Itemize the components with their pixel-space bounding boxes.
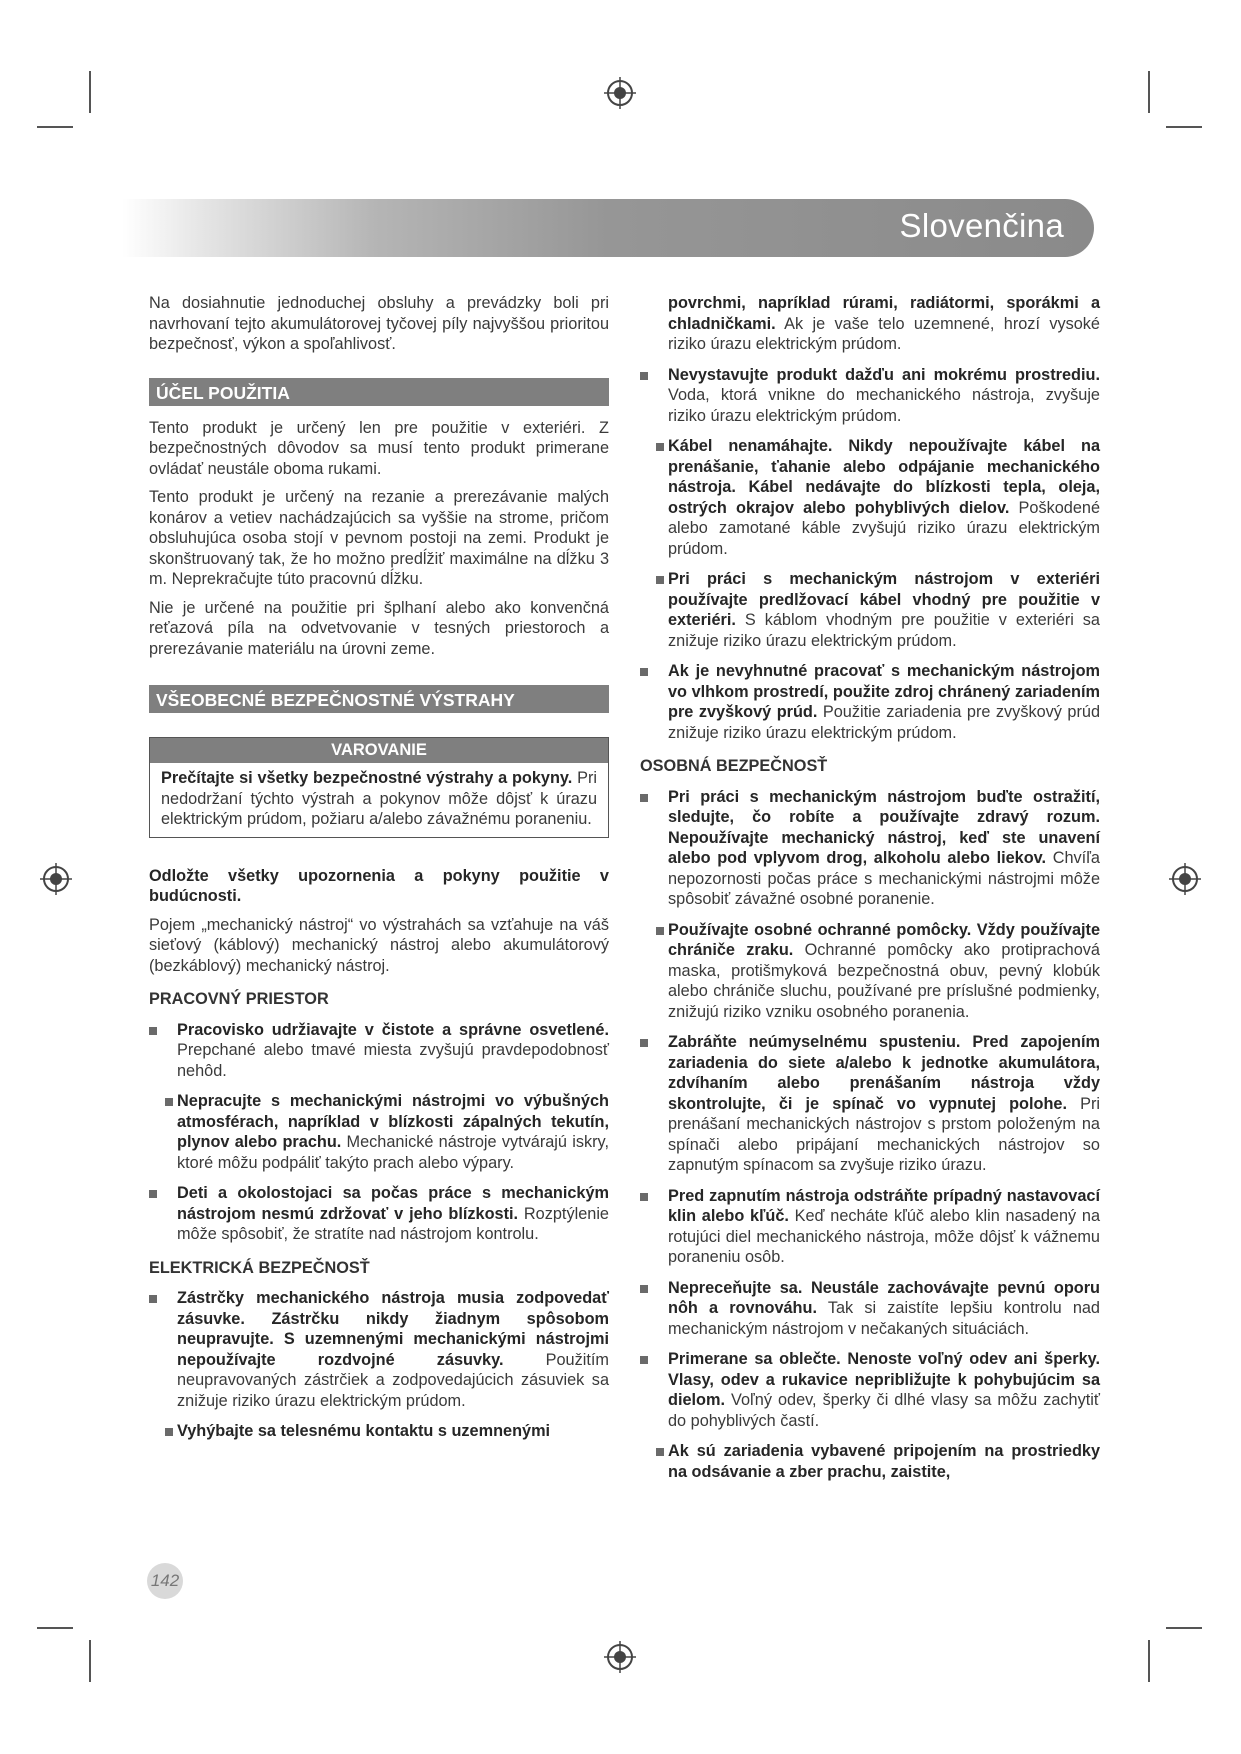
bullet-square-icon: [149, 1027, 157, 1035]
bullet-bold: Pri práci s mechanickým nástrojom buďte ostražití, sledujte, čo robíte a používajte zdravý rozum. Nepoužívajte mechanický nástroj, keď ste unavení alebo pod vplyvom drog, alkoholu alebo liekov.: [668, 787, 1100, 867]
bullet-bold: Nevystavujte produkt dažďu ani mokrému prostrediu.: [668, 365, 1100, 384]
bullet-item: [640, 436, 1100, 559]
bullet-bold: Primerane sa oblečte. Nenoste voľný odev ani šperky. Vlasy, odev a rukavice nepribližujte k pohybujúcim sa dielom.: [668, 1350, 1100, 1409]
keep-instructions: [149, 866, 609, 907]
bullet-item: [149, 1020, 609, 1082]
bullet-bold: Nepracujte s mechanickými nástrojmi vo výbušných atmosférach, napríklad v blízkosti zápalných tekutín, plynov alebo prachu.: [177, 1092, 609, 1151]
bullet-item: [640, 1032, 1100, 1176]
bullet-square-icon: [656, 443, 664, 451]
bullet-text: Ak je vaše telo uzemnené, hrozí vysoké riziko úrazu elektrickým prúdom.: [668, 314, 1100, 353]
bullet-text: Použitie zariadenia pre zvyškový prúd znižuje riziko úrazu elektrickým prúdom.: [668, 703, 1100, 742]
registration-mark-icon: [603, 1640, 637, 1674]
bullet-square-icon: [165, 1428, 173, 1436]
bullet-square-icon: [149, 1295, 157, 1303]
paragraph: Tento produkt je určený len pre použitie v exteriéri. Z bezpečnostných dôvodov sa musí tento produkt primerane ovládať neustále oboma rukami.: [149, 418, 609, 478]
bullet-text: Voda, ktorá vnikne do mechanického nástroja, zvyšuje riziko úrazu elektrickým prúdom.: [668, 386, 1100, 425]
crop-mark: [1166, 1627, 1202, 1629]
subheading-electrical-safety: ELEKTRICKÁ BEZPEČNOSŤ: [149, 1258, 370, 1277]
bullet-item: [640, 1278, 1100, 1340]
bullet-text: Pri prenášaní mechanických nástrojov s prstom položeným na spínači alebo pripájaní mechanických nástrojov so zapnutým spínacom sa zvyšuje riziko úrazu.: [668, 1094, 1101, 1174]
bullet-square-icon: [640, 1356, 648, 1364]
bullet-bold: Používajte osobné ochranné pomôcky. Vždy používajte chrániče zraku.: [668, 920, 1100, 959]
paragraph: Nie je určené na použitie pri šplhaní alebo ako konvenčná reťazová píla na odvetvovanie v tesných priestoroch a prerezávanie materiálu na úrovni zeme.: [149, 598, 609, 658]
subheading-work-area: PRACOVNÝ PRIESTOR: [149, 990, 329, 1008]
bullet-bold: Pred zapnutím nástroja odstráňte prípadný nastavovací klin alebo kľúč.: [668, 1186, 1100, 1225]
bullet-item: [640, 787, 1100, 910]
crop-mark: [1148, 1640, 1150, 1682]
bullet-item: [149, 1091, 609, 1173]
bullet-item: [640, 1441, 1100, 1482]
crop-mark: [37, 126, 73, 128]
bullet-bold: Deti a okolostojaci sa počas práce s mechanickým nástrojom nesmú zdržovať v jeho blízkosti.: [177, 1184, 609, 1223]
bullet-bold: Kábel nenamáhajte. Nikdy nepoužívajte kábel na prenášanie, ťahanie alebo odpájanie mechanického nástroja. Kábel nedávajte do blízkosti tepla, oleja, ostrých okrajov alebo pohyblivých dielov.: [668, 437, 1100, 517]
bullet-text: Chvíľa nepozornosti počas práce s mechanickými nástrojmi môže spôsobiť závažné osobné poranenie.: [668, 849, 1100, 908]
keep-instructions-text: Odložte všetky upozornenia a pokyny použitie v budúcnosti.: [149, 866, 609, 905]
bullet-square-icon: [640, 794, 648, 802]
bullet-square-icon: [640, 1039, 648, 1047]
bullet-item: [640, 1186, 1100, 1268]
crop-mark: [37, 1627, 73, 1629]
bullet-square-icon: [165, 1098, 173, 1106]
bullet-text: Voľný odev, šperky či dlhé vlasy sa môžu zachytiť do pohyblivých častí.: [668, 1391, 1100, 1430]
bullet-bold: Vyhýbajte sa telesnému kontaktu s uzemnenými: [177, 1422, 551, 1440]
bullet-square-icon: [656, 576, 664, 584]
bullet-item: [640, 920, 1100, 1023]
left-column: [149, 293, 609, 1452]
bullet-text: S káblom vhodným pre použitie v exteriéri sa znižuje riziko úrazu elektrickým prúdom.: [668, 611, 1100, 650]
language-title: Slovenčina: [899, 207, 1064, 244]
bullet-text: Tak si zaistíte lepšiu kontrolu nad mechanickým nástrojom v nečakaných situáciách.: [668, 1299, 1100, 1338]
language-banner: [122, 199, 1094, 257]
registration-mark-icon: [1168, 862, 1202, 896]
warning-body: [150, 763, 608, 837]
paragraph: Tento produkt je určený na rezanie a prerezávanie malých konárov a vetiev nachádzajúcich sa vyššie na strome, pričom obsluhujúca osoba stojí v pevnom postoji na zemi. Produkt je skonštruovaný tak, že ho možno predĺžiť maximálne na dĺžku 3 m. Neprekračujte túto pracovnú dĺžku.: [149, 488, 609, 588]
bullet-square-icon: [149, 1190, 157, 1198]
bullet-bold: Zabráňte neúmyselnému spusteniu. Pred zapojením zariadenia do siete a/alebo k jednotke akumulátora, zdvíhaním alebo prenášaním nástroja vždy skontrolujte, či je spínač vo vypnutej polohe.: [668, 1033, 1100, 1113]
warning-box: [149, 737, 609, 838]
bullet-text: Keď necháte kľúč alebo klin nasadený na rotujúci diel mechanického nástroja, môže dôjsť k vážnemu poraneniu osôb.: [668, 1207, 1100, 1266]
bullet-bold: Ak sú zariadenia vybavené pripojením na prostriedky na odsávanie a zber prachu, zaistite,: [668, 1442, 1100, 1481]
crop-mark: [1148, 71, 1150, 113]
bullet-text: Poškodené alebo zamotané káble zvyšujú riziko úrazu elektrickým prúdom.: [668, 498, 1100, 558]
bullet-square-icon: [640, 1285, 648, 1293]
bullet-text: Prepchané alebo tmavé miesta zvyšujú pravdepodobnosť nehôd.: [177, 1041, 609, 1080]
warning-title: VAROVANIE: [331, 741, 427, 759]
bullet-item: [640, 1349, 1100, 1431]
warning-header: [150, 738, 608, 763]
bullet-bold: Pracovisko udržiavajte v čistote a správne osvetlené.: [177, 1020, 609, 1039]
registration-mark-icon: [603, 76, 637, 110]
term-definition: Pojem „mechanický nástroj“ vo výstrahách sa vzťahuje na váš sieťový (káblový) mechanický nástroj alebo akumulátorový (bezkáblový) mechanický nástroj.: [149, 915, 609, 975]
bullet-text: Použitím neupravovaných zástrčiek a zodpovedajúcich zásuviek sa znižuje riziko úrazu elektrickým prúdom.: [177, 1350, 609, 1410]
bullet-text: Mechanické nástroje vytvárajú iskry, ktoré môžu podpáliť takýto prach alebo výpary.: [177, 1133, 609, 1172]
bullet-square-icon: [656, 927, 664, 935]
bullet-bold: Zástrčky mechanického nástroja musia zodpovedať zásuvke. Zástrčku nikdy žiadnym spôsobom neupravujte. S uzemnenými mechanickými nástrojmi nepoužívajte rozdvojné zásuvky.: [177, 1289, 609, 1369]
bullet-bold: povrchmi, napríklad rúrami, radiátormi, sporákmi a chladničkami.: [668, 294, 1100, 333]
bullet-square-icon: [640, 372, 648, 380]
bullet-square-icon: [656, 1448, 664, 1456]
section-heading-intended-use: ÚČEL POUŽITIA: [149, 378, 609, 406]
crop-mark: [1166, 126, 1202, 128]
page-number: 142: [147, 1563, 183, 1599]
section-heading-general-safety: VŠEOBECNÉ BEZPEČNOSTNÉ VÝSTRAHY: [149, 685, 609, 713]
crop-mark: [89, 71, 91, 113]
bullet-item: [149, 1288, 609, 1411]
bullet-text: Ochranné pomôcky ako protiprachová maska, protišmyková bezpečnostná obuv, pevný klobúk alebo chrániče sluchu, používané pre príslušné podmienky, znižujú riziko vzniku osobného poranenia.: [668, 941, 1100, 1021]
bullet-item: [149, 1421, 609, 1442]
warning-text: Pri nedodržaní týchto výstrah a pokynov môže dôjsť k úrazu elektrickým prúdom, požiaru a/alebo závažnému poraneniu.: [161, 769, 597, 828]
bullet-item: [640, 569, 1100, 651]
intro-paragraph: Na dosiahnutie jednoduchej obsluhy a prevádzky boli pri navrhovaní tejto akumulátorovej tyčovej píly najvyššou prioritou bezpečnosť, výkon a spoľahlivosť.: [149, 294, 609, 353]
warning-bold-text: Prečítajte si všetky bezpečnostné výstrahy a pokyny.: [161, 769, 573, 787]
right-column: [640, 293, 1100, 1492]
bullet-item: [640, 661, 1100, 743]
bullet-bold: Nepreceňujte sa. Neustále zachovávajte pevnú oporu nôh a rovnováhu.: [668, 1278, 1100, 1317]
bullet-bold: Ak je nevyhnutné pracovať s mechanickým nástrojom vo vlhkom prostredí, použite zdroj chránený zariadením pre zvyškový prúd.: [668, 662, 1100, 721]
bullet-item: [149, 1183, 609, 1245]
bullet-item: [640, 365, 1100, 427]
bullet-text: Rozptýlenie môže spôsobiť, že stratíte nad nástrojom kontrolu.: [177, 1204, 609, 1243]
subheading-personal-safety: OSOBNÁ BEZPEČNOSŤ: [640, 757, 828, 775]
crop-mark: [89, 1640, 91, 1682]
bullet-square-icon: [640, 1193, 648, 1201]
bullet-bold: Pri práci s mechanickým nástrojom v exteriéri používajte predlžovací kábel vhodný pre použitie v exteriéri.: [668, 570, 1100, 629]
bullet-continuation: [640, 293, 1100, 355]
bullet-square-icon: [640, 668, 648, 676]
registration-mark-icon: [39, 862, 73, 896]
